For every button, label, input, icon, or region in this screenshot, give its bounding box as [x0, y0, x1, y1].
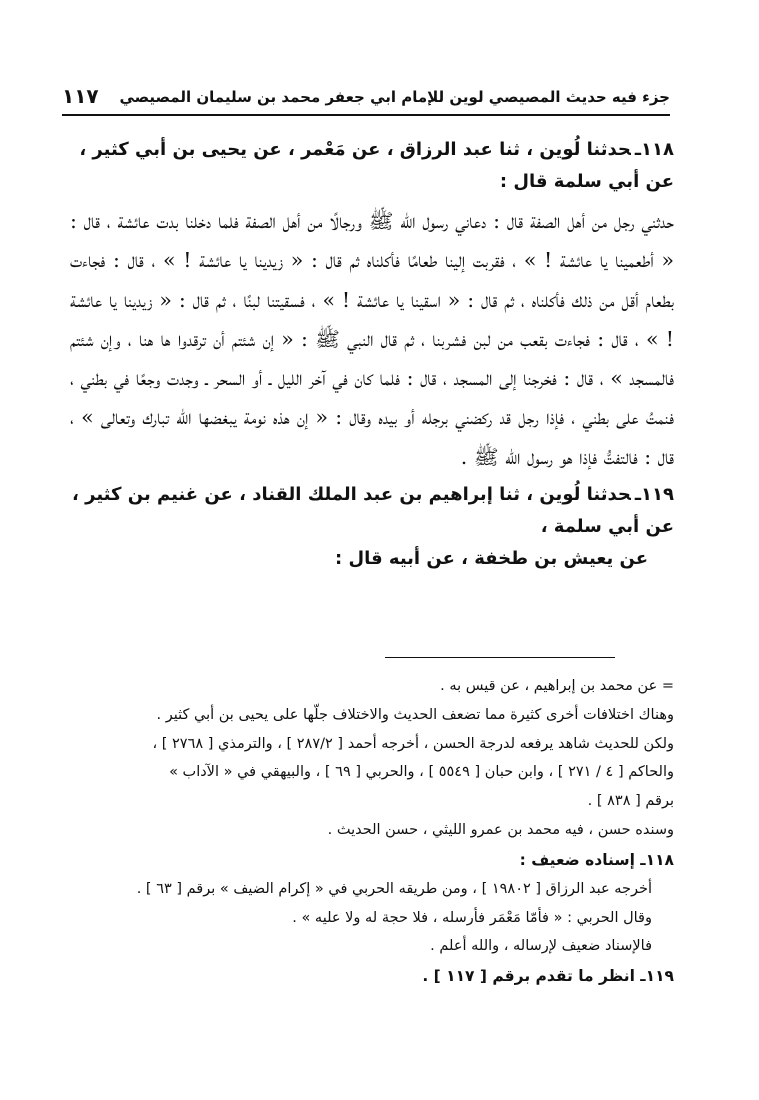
- footnote-line: والحاكم [ ٤ / ٢٧١ ] ، وابن حبان [ ٥٥٤٩ ] ، والحربي [ ٦٩ ] ، والبيهقي في « الآداب »: [169, 764, 674, 781]
- hadith-118-number: ١١٨ـ: [634, 139, 674, 160]
- hadith-118-isnad: حدثنا لُوين ، ثنا عبد الرزاق ، عن مَعْمر ، عن يحيى بن أبي كثير ، عن أبي سلمة قال :: [79, 139, 674, 192]
- footnote-divider: [385, 657, 615, 658]
- footnote-line: = عن محمد بن إبراهيم ، عن قيس به .: [440, 678, 674, 694]
- footnote-line: وقال الحربي : « فأمّا مَعْمَر فأرسله ، فلا حجة له ولا عليه » .: [292, 909, 652, 926]
- footnote-118-heading: ١١٨ـ إسناده ضعيف :: [519, 850, 674, 869]
- running-title: جزء فيه حديث المصيصي لوين للإمام ابي جعفر محمد بن سليمان المصيصي: [119, 88, 670, 106]
- footnote-119-heading: ١١٩ـ انظر ما تقدم برقم [ ١١٧ ] .: [422, 967, 674, 986]
- hadith-118-text: حدثني رجل من أهل الصفة قال : دعاني رسول الله ﷺ ورجالًا من أهل الصفة فلما دخلنا بدت عائشة ، قال : « أطعمينا يا عائشة ! » ، فقربت إلينا طعامًا فأكلناه ثم قال : « زيدينا يا عائشة ! » ، قال : فجاءت بطعام أقل من ذلك فأكلناه ، ثم قال : « اسقينا يا عائشة ! » ، فسقيتنا لبنًا ، ثم قال : « زيدينا يا عائشة ! » ، قال : فجاءت بقعب من لبن فشربنا ، ثم قال النبي ﷺ : « إن شئتم أن ترقدوا ها هنا ، وإن شئتم فالمسجد » ، قال : فخرجنا إلى المسجد ، قال : فلما كان في آخر الليل ـ أو السحر ـ وجدت وجعًا في بطني ، فنمتُ على بطني ، فإذا رجل قد ركضني برجله أو بيده وقال : « إن هذه نومة يبغضها الله تبارك وتعالى » ، قال : فالتفتُّ فإذا هو رسول الله ﷺ .: [70, 209, 674, 469]
- footnote-line: برقم [ ٨٣٨ ] .: [587, 793, 674, 810]
- hadith-119-number: ١١٩ـ: [634, 484, 674, 506]
- page-number: ١١٧: [62, 84, 99, 108]
- footnote-line: ولكن للحديث شاهد يرفعه لدرجة الحسن ، أخرجه أحمد [ ٢٨٧/٢ ] ، والترمذي [ ٢٧٦٨ ] ،: [152, 735, 674, 752]
- hadith-119-isnad-continued: عن يعيش بن طخفة ، عن أبيه قال :: [335, 548, 648, 570]
- header-divider: [62, 114, 670, 116]
- footnote-line: وهناك اختلافات أخرى كثيرة مما تضعف الحديث والاختلاف جلّها على يحيى بن أبي كثير .: [156, 706, 674, 723]
- page-header: [62, 86, 670, 112]
- footnote-line: أخرجه عبد الرزاق [ ١٩٨٠٢ ] ، ومن طريقه الحربي في « إكرام الضيف » برقم [ ٦٣ ] .: [136, 880, 652, 897]
- hadith-118-chain: [70, 134, 674, 198]
- hadith-119-isnad: حدثنا لُوين ، ثنا إبراهيم بن عبد الملك القناد ، عن غنيم بن كثير ، عن أبي سلمة ،: [72, 484, 674, 538]
- footnote-line: فالإسناد ضعيف لإرساله ، والله أعلم .: [430, 938, 652, 955]
- hadith-119-chain: [70, 479, 674, 543]
- footnotes: [70, 672, 674, 991]
- main-text: [70, 134, 674, 575]
- footnote-line: وسنده حسن ، فيه محمد بن عمرو الليثي ، حسن الحديث .: [327, 821, 674, 838]
